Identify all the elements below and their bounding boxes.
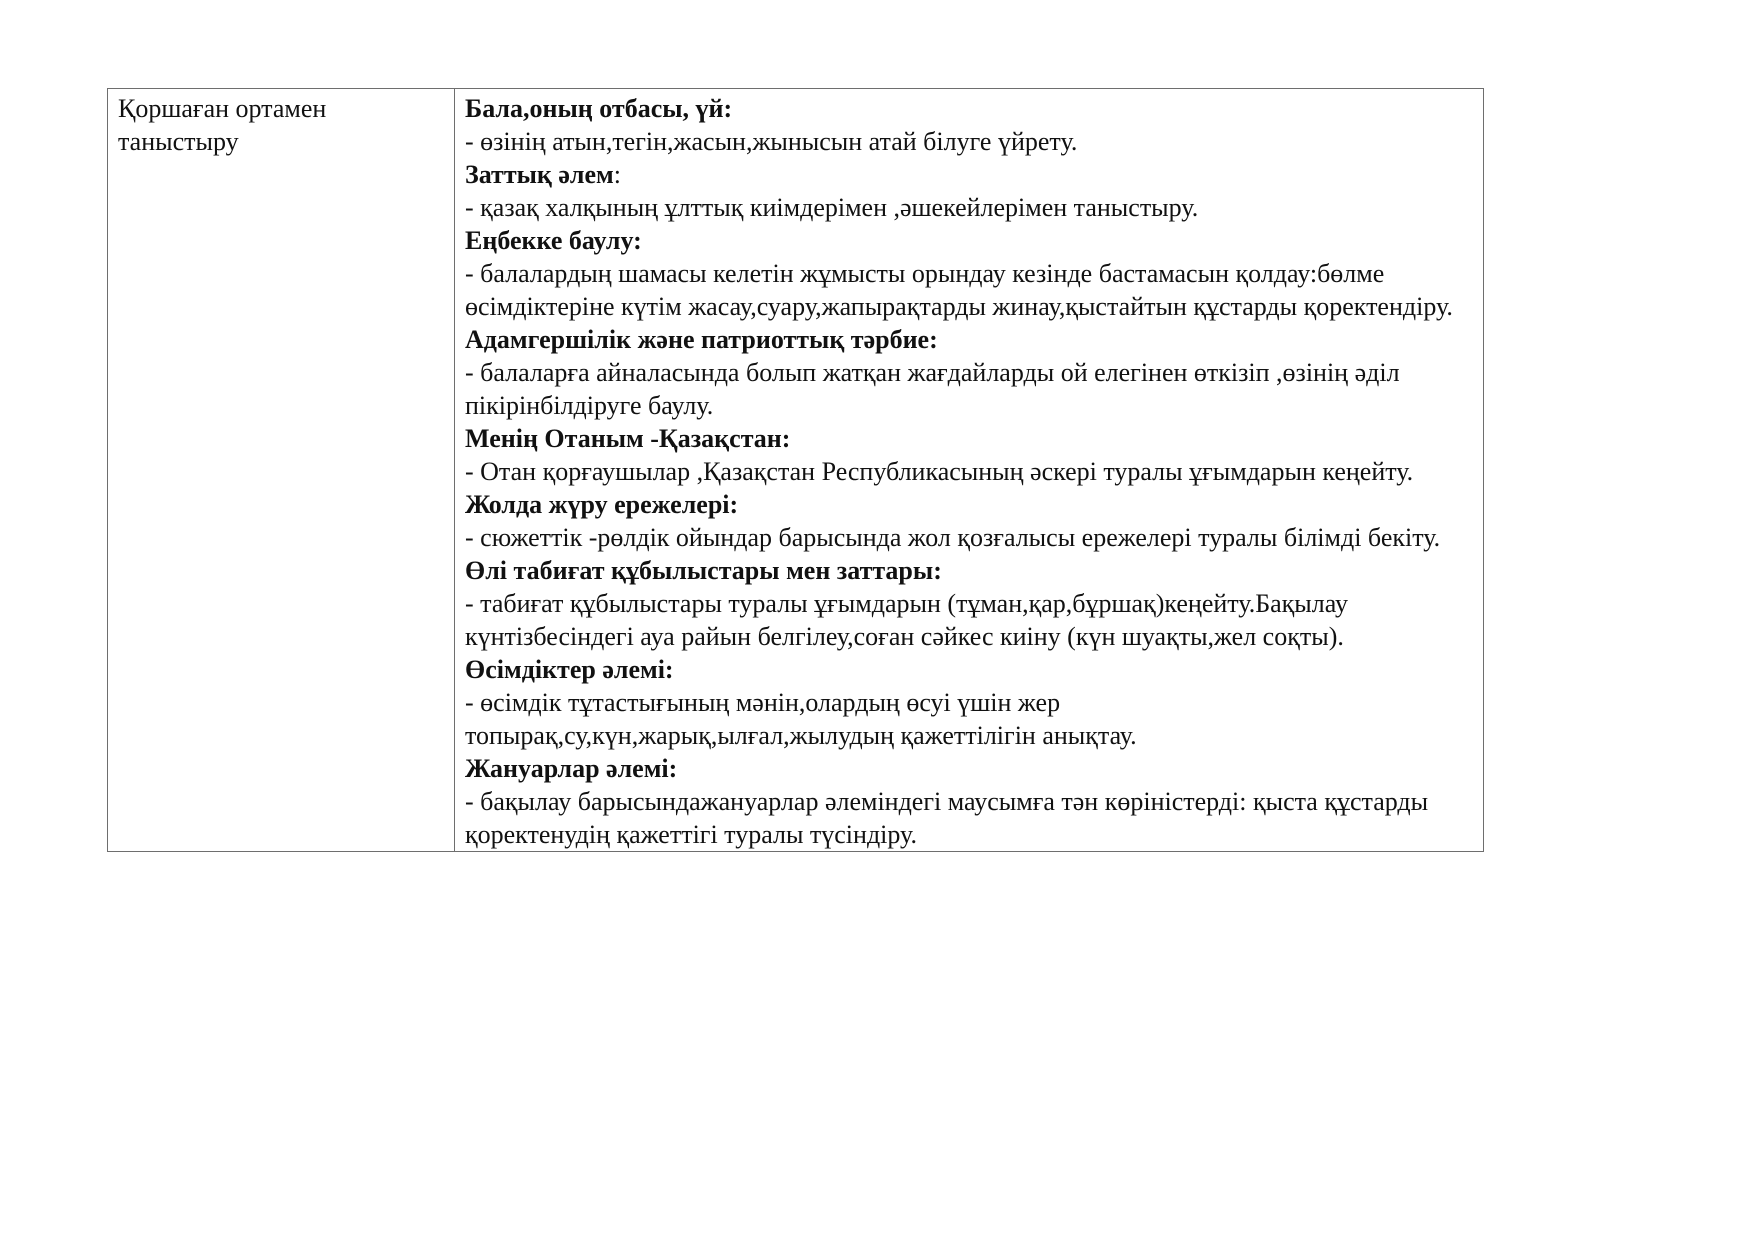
section-heading: Жолда жүру ережелері: (465, 490, 739, 519)
section-4 (465, 323, 1477, 422)
section-body: - өсімдік тұтастығының мәнін,олардың өсуі үшін жер топырақ,су,күн,жарық,ылғал,жылудың қажеттілігін анықтау. (465, 688, 1137, 750)
table-row (108, 89, 1484, 852)
section-3 (465, 224, 1477, 323)
section-8 (465, 653, 1477, 752)
section-body: - табиғат құбылыстары туралы ұғымдарын (тұман,қар,бұршақ)кеңейту.Бақылау күнтізбесіндегі ауа райын белгілеу,соған сәйкес киіну (күн шуақты,жел соқты). (465, 589, 1348, 651)
section-body: - балалардың шамасы келетін жұмысты орындау кезінде бастамасын қолдау:бөлме өсімдіктеріне күтім жасау,суару,жапырақтарды жинау,қыстайтын құстарды қоректендіру. (465, 259, 1453, 321)
section-body: - қазақ халқының ұлттық киімдерімен ,әшекейлерімен таныстыру. (465, 193, 1199, 222)
section-heading: Бала,оның отбасы, үй: (465, 94, 733, 123)
section-heading: Жануарлар әлемі: (465, 754, 678, 783)
section-7 (465, 554, 1477, 653)
content-cell (455, 89, 1484, 852)
content-table (107, 88, 1484, 852)
section-heading: Менің Отаным -Қазақстан: (465, 424, 791, 453)
section-5 (465, 422, 1477, 488)
section-heading: Өсімдіктер әлемі: (465, 655, 674, 684)
section-body: - бақылау барысындажануарлар әлеміндегі маусымға тән көріністерді: қыста құстарды қоректенудің қажеттігі туралы түсіндіру. (465, 787, 1429, 849)
section-heading: Адамгершілік және патриоттық тәрбие: (465, 325, 938, 354)
subject-cell (108, 89, 455, 852)
section-heading: Еңбекке баулу: (465, 226, 642, 255)
section-2 (465, 158, 1477, 224)
section-heading: Өлі табиғат құбылыстары мен заттары: (465, 556, 942, 585)
section-body: - өзінің атын,тегін,жасын,жынысын атай білуге үйрету. (465, 127, 1078, 156)
subject-label: Қоршаған ортамен таныстыру (118, 94, 327, 156)
section-body: - сюжеттік -рөлдік ойындар барысында жол қозғалысы ережелері туралы білімді бекіту. (465, 523, 1441, 552)
section-heading: Заттық әлем: (465, 160, 621, 189)
section-6 (465, 488, 1477, 554)
section-body: - Отан қорғаушылар ,Қазақстан Республикасының әскері туралы ұғымдарын кеңейту. (465, 457, 1414, 486)
section-body: - балаларға айналасында болып жатқан жағдайларды ой елегінен өткізіп ,өзінің әділ пікірінбілдіруге баулу. (465, 358, 1400, 420)
section-9 (465, 752, 1477, 851)
section-1 (465, 92, 1477, 158)
